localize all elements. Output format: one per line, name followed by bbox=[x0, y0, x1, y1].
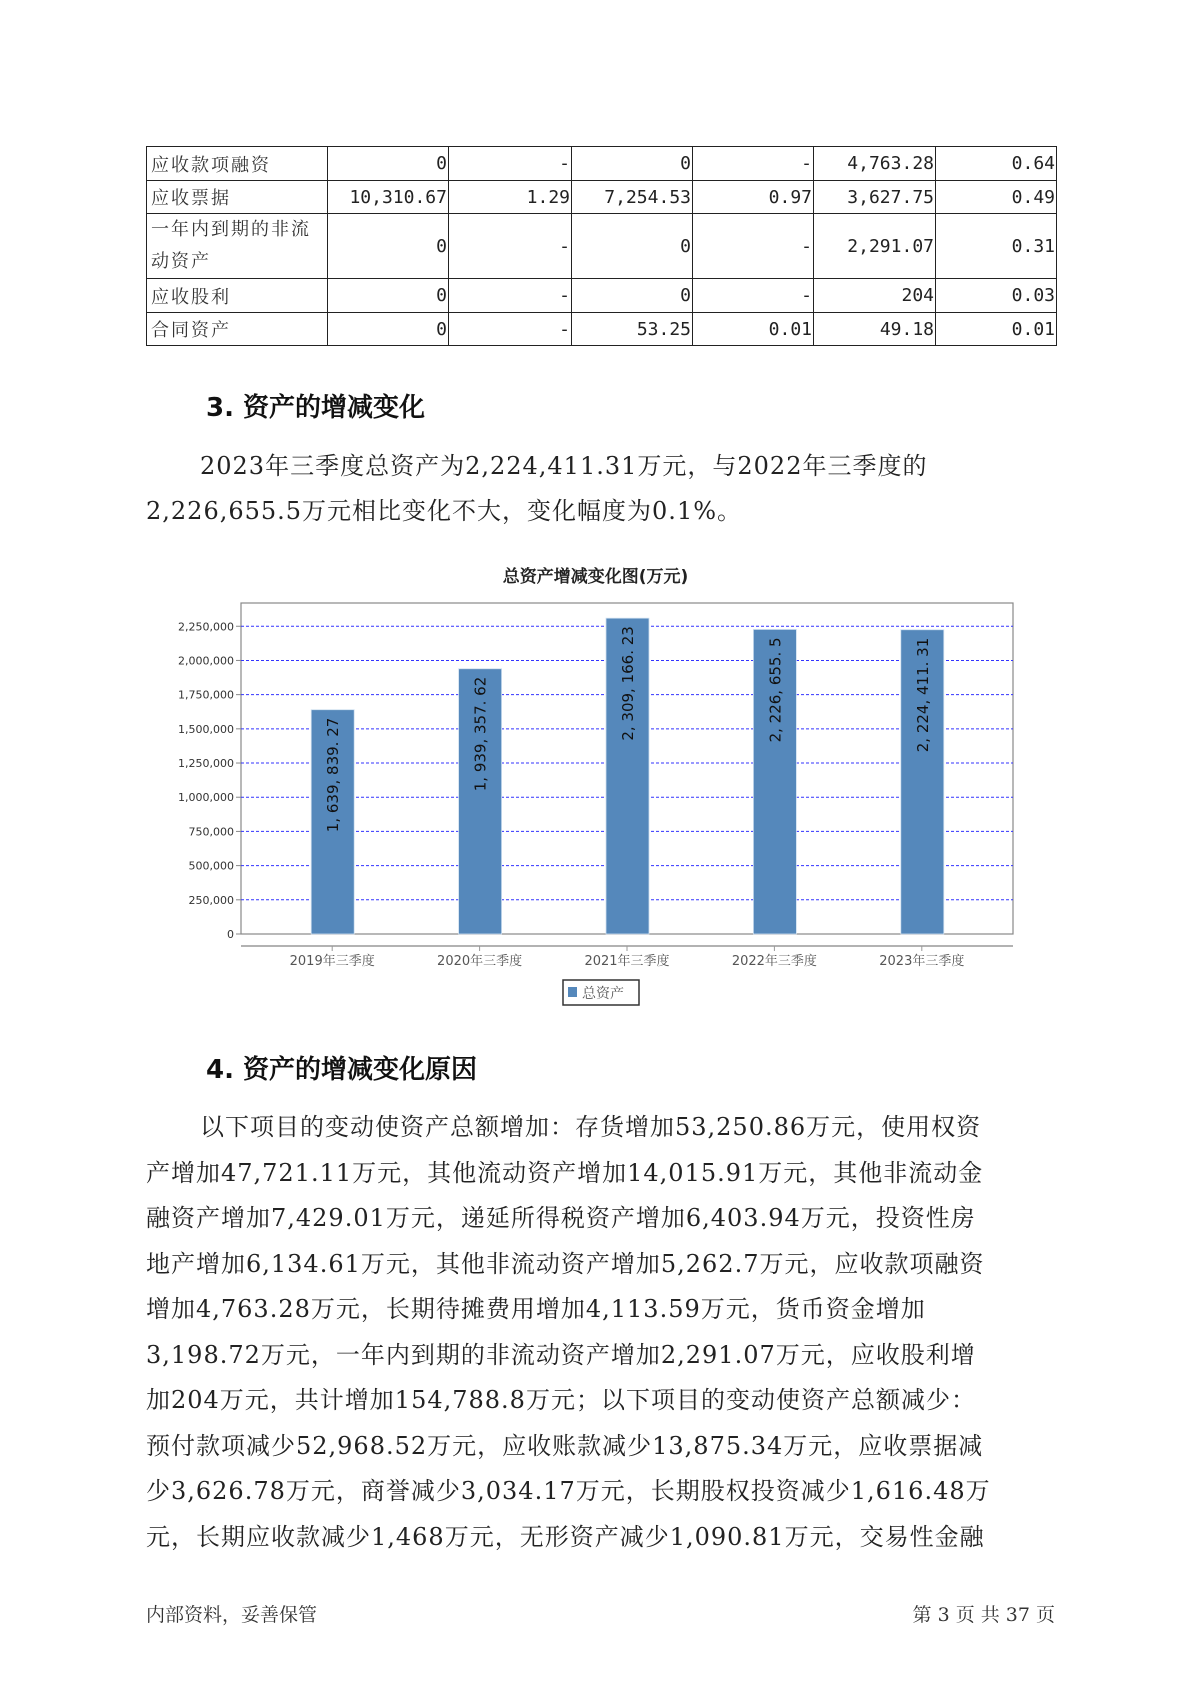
cell: - bbox=[693, 279, 814, 313]
y-tick-label: 500,000 bbox=[188, 859, 234, 873]
paragraph-line: 加204万元，共计增加154,788.8万元；以下项目的变动使资产总额减少： bbox=[146, 1386, 976, 1414]
paragraph-line: 预付款项减少52,968.52万元，应收账款减少13,875.34万元，应收票据减 bbox=[146, 1431, 984, 1460]
cell: 1.29 bbox=[449, 181, 572, 214]
cell: 0 bbox=[572, 279, 693, 313]
paragraph-line: 2,226,655.5万元相比变化不大，变化幅度为0.1%。 bbox=[146, 497, 743, 525]
row-label: 应收票据 bbox=[147, 181, 328, 214]
cell: 10,310.67 bbox=[328, 181, 449, 214]
y-tick-label: 0 bbox=[227, 928, 234, 941]
y-tick-label: 2,250,000 bbox=[178, 620, 234, 634]
x-tick-label: 2022年三季度 bbox=[731, 954, 817, 969]
cell: - bbox=[693, 214, 814, 279]
paragraph-line: 产增加47,721.11万元，其他流动资产增加14,015.91万元，其他非流动金 bbox=[146, 1158, 984, 1187]
paragraph-line: 元，长期应收款减少1,468万元，无形资产减少1,090.81万元，交易性金融 bbox=[146, 1522, 985, 1551]
cell: 53.25 bbox=[572, 313, 693, 346]
bar-value-label: 2, 226, 655. 5 bbox=[766, 637, 785, 743]
paragraph-line: 3,198.72万元，一年内到期的非流动资产增加2,291.07万元，应收股利增 bbox=[146, 1340, 976, 1369]
cell: 0.03 bbox=[936, 279, 1057, 313]
cell: 7,254.53 bbox=[572, 181, 693, 214]
x-tick-label: 2023年三季度 bbox=[879, 954, 965, 969]
bar-value-label: 2, 224, 411. 31 bbox=[913, 637, 932, 753]
paragraph-line: 融资产增加7,429.01万元，递延所得税资产增加6,403.94万元，投资性房 bbox=[146, 1204, 976, 1232]
cell: - bbox=[449, 147, 572, 181]
paragraph-line: 增加4,763.28万元，长期待摊费用增加4,113.59万元，货币资金增加 bbox=[146, 1295, 926, 1323]
paragraph-line: 2023年三季度总资产为2,224,411.31万元，与2022年三季度的 bbox=[200, 452, 928, 480]
bar-value-label: 2, 309, 166. 23 bbox=[619, 626, 637, 741]
row-label-line: 一年内到期的非流 bbox=[151, 219, 311, 240]
cell: 3,627.75 bbox=[814, 181, 936, 214]
cell: 0.01 bbox=[693, 313, 814, 346]
cell: - bbox=[449, 313, 572, 346]
chart-title: 总资产增减变化图(万元) bbox=[502, 567, 689, 587]
footer-page-number: 第 3 页 共 37 页 bbox=[912, 1604, 1055, 1626]
row-label: 合同资产 bbox=[147, 313, 328, 346]
cell: 0.01 bbox=[936, 313, 1057, 346]
paragraph-line: 地产增加6,134.61万元，其他非流动资产增加5,262.7万元，应收款项融资 bbox=[146, 1249, 985, 1278]
paragraph-line: 少3,626.78万元，商誉减少3,034.17万元，长期股权投资减少1,616.48万 bbox=[146, 1477, 991, 1505]
cell: 4,763.28 bbox=[814, 147, 936, 181]
x-tick-label: 2019年三季度 bbox=[289, 954, 375, 969]
y-tick-label: 1,500,000 bbox=[178, 722, 234, 736]
footer-confidential: 内部资料，妥善保管 bbox=[146, 1604, 318, 1626]
cell: 0 bbox=[328, 313, 449, 346]
y-tick-label: 1,000,000 bbox=[178, 791, 234, 805]
section-heading-3: 3. 资产的增减变化 bbox=[206, 393, 426, 423]
cell: 2,291.07 bbox=[814, 214, 936, 279]
x-tick-label: 2020年三季度 bbox=[437, 954, 523, 969]
cell: 0.64 bbox=[936, 147, 1057, 181]
cell: 0.31 bbox=[936, 214, 1057, 279]
cell: 204 bbox=[814, 279, 936, 313]
bar-value-label: 1, 939, 357. 62 bbox=[471, 676, 490, 792]
cell: - bbox=[449, 214, 572, 279]
legend-label: 总资产 bbox=[582, 986, 624, 1002]
cell: - bbox=[693, 147, 814, 181]
cell: 0.49 bbox=[936, 181, 1057, 214]
legend-swatch bbox=[568, 987, 577, 997]
cell: 0 bbox=[328, 147, 449, 181]
cell: 0 bbox=[328, 214, 449, 279]
y-tick-label: 1,250,000 bbox=[178, 757, 234, 771]
paragraph-line: 以下项目的变动使资产总额增加：存货增加53,250.86万元，使用权资 bbox=[200, 1113, 982, 1141]
row-label-line: 动资产 bbox=[151, 251, 211, 272]
y-tick-label: 750,000 bbox=[188, 825, 234, 839]
cell: - bbox=[449, 279, 572, 313]
cell: 49.18 bbox=[814, 313, 936, 346]
cell: 0 bbox=[572, 214, 693, 279]
section-heading-4: 4. 资产的增减变化原因 bbox=[206, 1055, 478, 1085]
row-label: 应收款项融资 bbox=[147, 147, 328, 181]
x-tick-label: 2021年三季度 bbox=[584, 954, 670, 969]
bar-value-label: 1, 639, 839. 27 bbox=[324, 717, 343, 833]
cell: 0 bbox=[328, 279, 449, 313]
row-label: 应收股利 bbox=[147, 279, 328, 313]
y-tick-label: 1,750,000 bbox=[178, 688, 234, 702]
cell: 0 bbox=[572, 147, 693, 181]
y-tick-label: 2,000,000 bbox=[178, 654, 234, 668]
y-tick-label: 250,000 bbox=[188, 893, 234, 907]
cell: 0.97 bbox=[693, 181, 814, 214]
